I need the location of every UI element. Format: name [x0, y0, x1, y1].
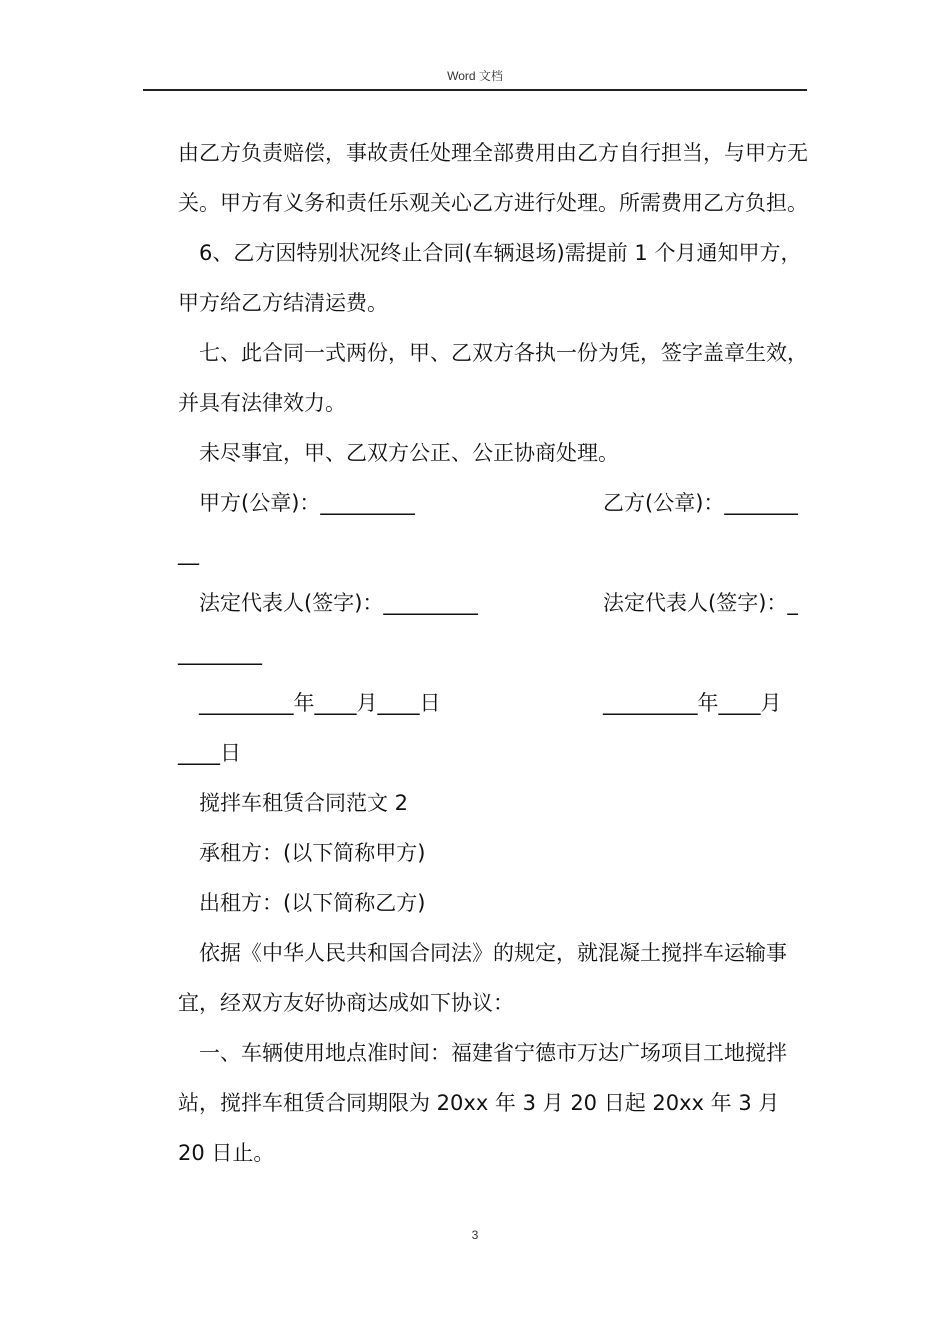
- party-b-date-line-continued: ____日: [178, 741, 241, 765]
- paragraph-intro: 依据《中华人民共和国合同法》的规定，就混凝土搅拌车运输事宜，经双方友好协商达成如下协议：: [178, 941, 787, 1015]
- paragraph-clause-1: 一、车辆使用地点准时间：福建省宁德市万达广场项目工地搅拌站，搅拌车租赁合同期限为 20xx 年 3 月 20 日起 20xx 年 3 月 20 日止。: [178, 1041, 787, 1165]
- section-2-title: 搅拌车租赁合同范文 2: [199, 791, 409, 815]
- signature-row-date: [178, 678, 808, 728]
- page-header: Word 文档: [143, 64, 807, 91]
- lessor-line: 出租方：(以下简称乙方): [199, 891, 426, 915]
- page-number: 3: [471, 1228, 479, 1242]
- paragraph-unresolved: 未尽事宜，甲、乙双方公正、公正协商处理。: [199, 441, 619, 465]
- party-a-seal-line: 甲方(公章)：_________: [199, 491, 415, 515]
- document-body: [178, 128, 808, 1178]
- party-b-date-line: _________年____月: [603, 691, 782, 715]
- signature-row-seal: [178, 478, 808, 528]
- party-b-representative-line-continued: ________: [178, 641, 262, 665]
- signature-row-representative: [178, 578, 808, 628]
- party-a-representative-line: 法定代表人(签字)：_________: [199, 591, 478, 615]
- party-b-representative-line: 法定代表人(签字)：_: [603, 591, 798, 615]
- party-a-date-line: _________年____月____日: [199, 691, 441, 715]
- party-b-seal-line: 乙方(公章)：_______: [603, 491, 798, 515]
- paragraph-termination: 6、乙方因特别状况终止合同(车辆退场)需提前 1 个月通知甲方，甲方给乙方结清运费。: [178, 241, 802, 315]
- party-b-seal-line-continued: __: [178, 541, 199, 565]
- lessee-line: 承租方：(以下简称甲方): [199, 841, 426, 865]
- paragraph-compensation: 由乙方负责赔偿，事故责任处理全部费用由乙方自行担当，与甲方无关。甲方有义务和责任乐观关心乙方进行处理。所需费用乙方负担。: [178, 141, 808, 215]
- paragraph-copies: 七、此合同一式两份，甲、乙双方各执一份为凭，签字盖章生效，并具有法律效力。: [178, 341, 808, 415]
